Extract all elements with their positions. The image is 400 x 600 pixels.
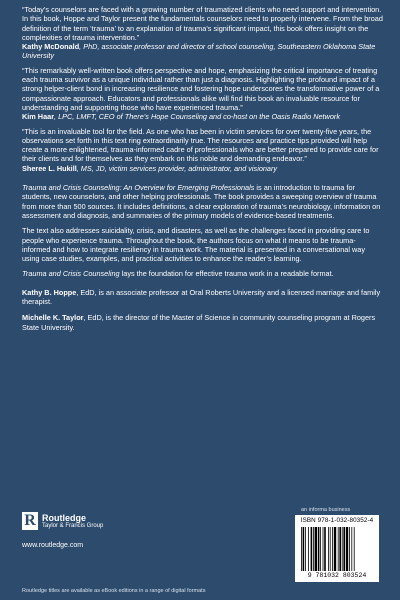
endorser-role: , PhD, associate professor and director of school counseling, Southeastern Oklahoma State University <box>22 42 376 61</box>
endorsement-quote <box>22 66 384 122</box>
ebook-note: Routledge titles are available as eBook editions in a range of digital formats <box>22 588 206 594</box>
endorser-role: , LPC, LMFT, CEO of There’s Hope Counseling and co-host on the Oasis Radio Network <box>54 112 340 122</box>
author-bio <box>22 288 384 307</box>
endorser-name: Sheree L. Hukill <box>22 163 77 173</box>
description-paragraph <box>22 183 384 220</box>
author-name: Michelle K. Taylor <box>22 313 84 323</box>
quote-attribution <box>22 42 384 61</box>
description-text: lays the foundation for effective trauma work in a readable format. <box>119 269 334 279</box>
endorser-name: Kim Haar <box>22 112 55 122</box>
publisher-name: Routledge <box>42 512 86 523</box>
cover-footer <box>0 507 400 600</box>
description-paragraph: The text also addresses suicidality, crisis, and disasters, as well as the challenges faced in providing care to people who experience trauma. Throughout the book, the authors focus on what it means to be trauma-informed and how to integrate resiliency in trauma work. The material is presented in a conversational way using case studies, examples, and practical activities to enhance the reader’s learning. <box>22 226 370 264</box>
endorser-name: Kathy McDonald <box>22 42 80 52</box>
publisher-website: www.routledge.com <box>22 542 84 549</box>
book-title: Trauma and Crisis Counseling: An Overview for Emerging Professionals <box>22 183 255 193</box>
isbn-label: ISBN 978-1-032-80352-4 <box>300 517 374 524</box>
book-title-short: Trauma and Crisis Counseling <box>22 269 120 279</box>
endorser-role: , MS, JD, victim services provider, administrator, and visionary <box>76 163 278 173</box>
routledge-logo-icon: R <box>22 512 38 530</box>
author-bio <box>22 313 384 332</box>
description-text: is an introduction to trauma for students, new counselors, and other helping professionals. The book provides a sweeping overview of trauma from more than 500 sources. It includes definitions, a clear exploration of trauma’s neurobiology, information on assessment and diagnosis, and summaries of the primary models of evidence-based treatments. <box>22 183 381 220</box>
quote-attribution <box>22 164 384 173</box>
publisher-logo <box>22 512 103 530</box>
author-name: Kathy B. Hoppe <box>22 287 77 297</box>
endorsement-quote <box>22 127 384 173</box>
quote-attribution <box>22 112 384 121</box>
description-paragraph <box>22 269 384 278</box>
informa-tagline: an informa business <box>301 507 351 513</box>
endorsement-quote <box>22 5 384 61</box>
author-bio-text: , EdD, is an associate professor at Oral Roberts University and a licensed marriage and family therapist. <box>22 287 381 307</box>
author-bio-text: , EdD, is the director of the Master of Science in community counseling program at Rogers State University. <box>22 313 376 332</box>
quote-text: “This is an invaluable tool for the field. As one who has been in victim services for over twenty-five years, the observations set forth in this text ring extraordinarily true. The resources and practice tips provided will help create a more enlightened, trauma-informed cadre of professionals who are better prepared to provide care for their clients and for themselves as they embark on this noble and demanding endeavor.” <box>22 126 379 164</box>
publisher-group: Taylor & Francis Group <box>42 522 104 529</box>
barcode-bars <box>301 527 373 571</box>
quote-text: “This remarkably well-written book offers perspective and hope, emphasizing the critical importance of treating each trauma survivor as a unique individual rather than just a diagnosis. Highlighting the profound impact of a strong helper-client bond in increasing resilience and fostering hope underscores the transformative power of a compassionate approach. Educators and professionals alike will find this book an invaluable resource for understanding and supporting those who have experienced trauma.” <box>22 65 380 112</box>
barcode <box>295 515 379 582</box>
quote-text: “Today’s counselors are faced with a growing number of traumatized clients who need support and intervention. In this book, Hoppe and Taylor present the fundamentals counselors need to properly intervene. From the broad definition of the term ‘trauma’ to an explanation of trauma’s significant impact, this book offers insight on the complexities of trauma intervention.” <box>22 5 383 42</box>
barcode-number: 9 781032 803524 <box>307 572 367 579</box>
back-cover-text <box>22 5 384 339</box>
